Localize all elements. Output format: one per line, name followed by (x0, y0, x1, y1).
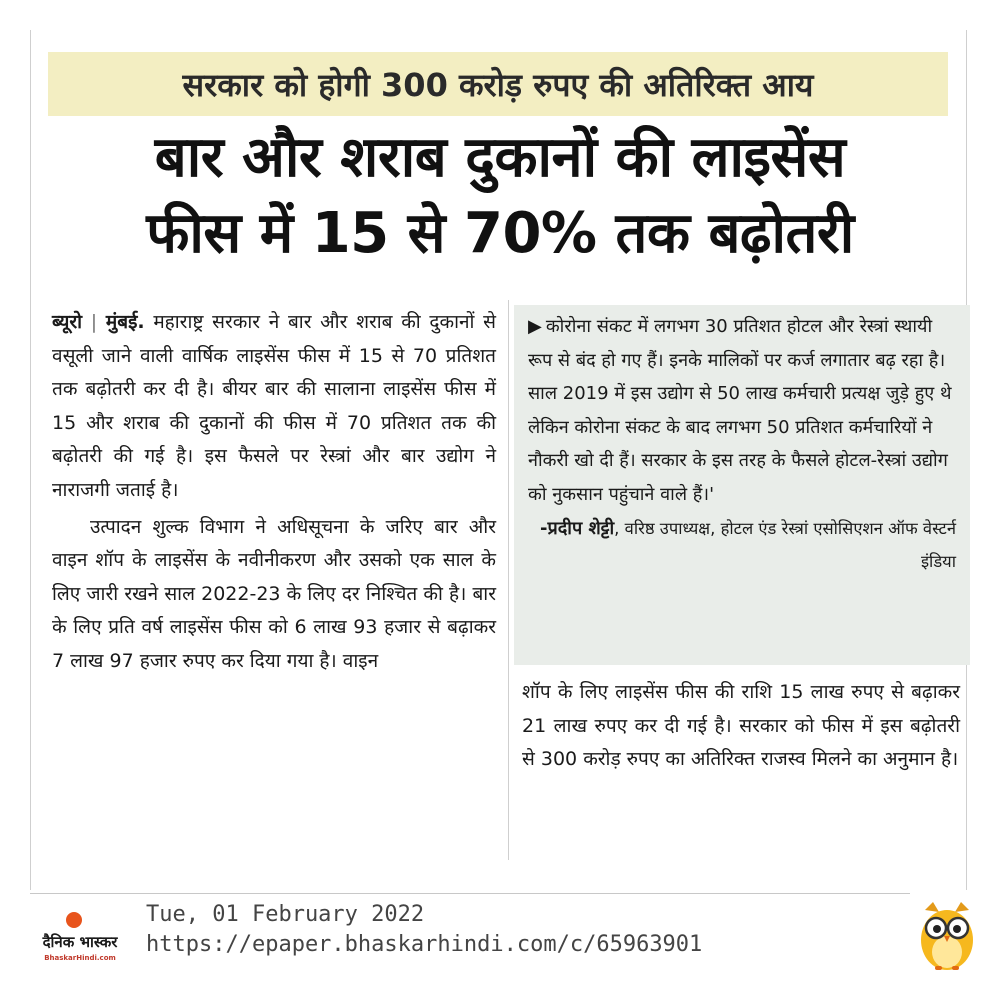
quote-marker-icon: ▶ (528, 316, 542, 337)
quote-box (514, 305, 970, 665)
quote-author: -प्रदीप शेट्टी (540, 517, 615, 539)
column-divider (508, 300, 509, 860)
byline-separator: | (90, 311, 98, 333)
quote-body (528, 310, 956, 512)
epaper-url[interactable]: https://epaper.bhaskarhindi.com/c/65963901 (146, 932, 703, 957)
paragraph-3: शॉप के लिए लाइसेंस फीस की राशि 15 लाख रुपए से बढ़ाकर 21 लाख रुपए कर दी गई है। सरकार को फीस में इस बढ़ोतरी से 300 करोड़ रुपए का अतिरिक्त राजस्व मिलने का अनुमान है। (522, 681, 960, 771)
headline-line-2: फीस में 15 से 70% तक बढ़ोतरी (146, 201, 854, 266)
dainik-bhaskar-logo (20, 906, 140, 976)
kicker-banner (48, 52, 948, 116)
headline-line-1: बार और शराब दुकानों की लाइसेंस (154, 125, 846, 190)
quote-author-title: , वरिष्ठ उपाध्यक्ष, होटल एंड रेस्त्रां एसोसिएशन ऑफ वेस्टर्न इंडिया (614, 518, 956, 572)
byline: ब्यूरो (52, 311, 83, 333)
kicker-text: सरकार को होगी 300 करोड़ रुपए की अतिरिक्त आय (182, 65, 814, 104)
logo-name: दैनिक भास्कर (42, 933, 118, 951)
owl-mascot-icon (915, 900, 979, 972)
publish-date: Tue, 01 February 2022 (146, 902, 425, 927)
logo-sun-icon (66, 912, 82, 928)
quote-text: कोरोना संकट में लगभग 30 प्रतिशत होटल और रेस्त्रां स्थायी रूप से बंद हो गए हैं। इनके मालिकों पर कर्ज लगातार बढ़ रहा है। साल 2019 में इस उद्योग से 50 लाख कर्मचारी प्रत्यक्ष जुड़े हुए थे लेकिन कोरोना संकट के बाद लगभग 50 प्रतिशत कर्मचारियों ने नौकरी खो दी हैं। सरकार के इस तरह के फैसले होटल-रेस्त्रां उद्योग को नुकसान पहुंचाने वाले हैं।' (528, 316, 952, 505)
logo-subtext: BhaskarHindi.com (44, 954, 116, 962)
dateline: मुंबई. (105, 311, 145, 333)
left-column (52, 306, 496, 679)
headline (40, 120, 960, 272)
right-column (522, 676, 960, 777)
paragraph-1 (52, 306, 496, 508)
paragraph-1-body: महाराष्ट्र सरकार ने बार और शराब की दुकानों से वसूली जाने वाली वार्षिक लाइसेंस फीस में 15 से 70 प्रतिशत तक बढ़ोतरी कर दी है। बीयर बार की सालाना लाइसेंस फीस में 15 और शराब की दुकानों की फीस में 70 प्रतिशत तक की बढ़ोतरी की गई है। इस फैसले पर रेस्त्रां और बार उद्योग ने नाराजगी जताई है। (52, 311, 496, 501)
quote-attribution (528, 512, 956, 579)
footer-rule (30, 893, 910, 894)
paragraph-2: उत्पादन शुल्क विभाग ने अधिसूचना के जरिए बार और वाइन शॉप के लाइसेंस के नवीनीकरण और उसको एक साल के लिए जारी रखने साल 2022-23 के लिए दर निश्चित की है। बार के लिए प्रति वर्ष लाइसेंस फीस को 6 लाख 93 हजार से बढ़ाकर 7 लाख 97 हजार रुपए कर दिया गया है। वाइन (52, 515, 496, 672)
left-column-rule (30, 30, 31, 890)
